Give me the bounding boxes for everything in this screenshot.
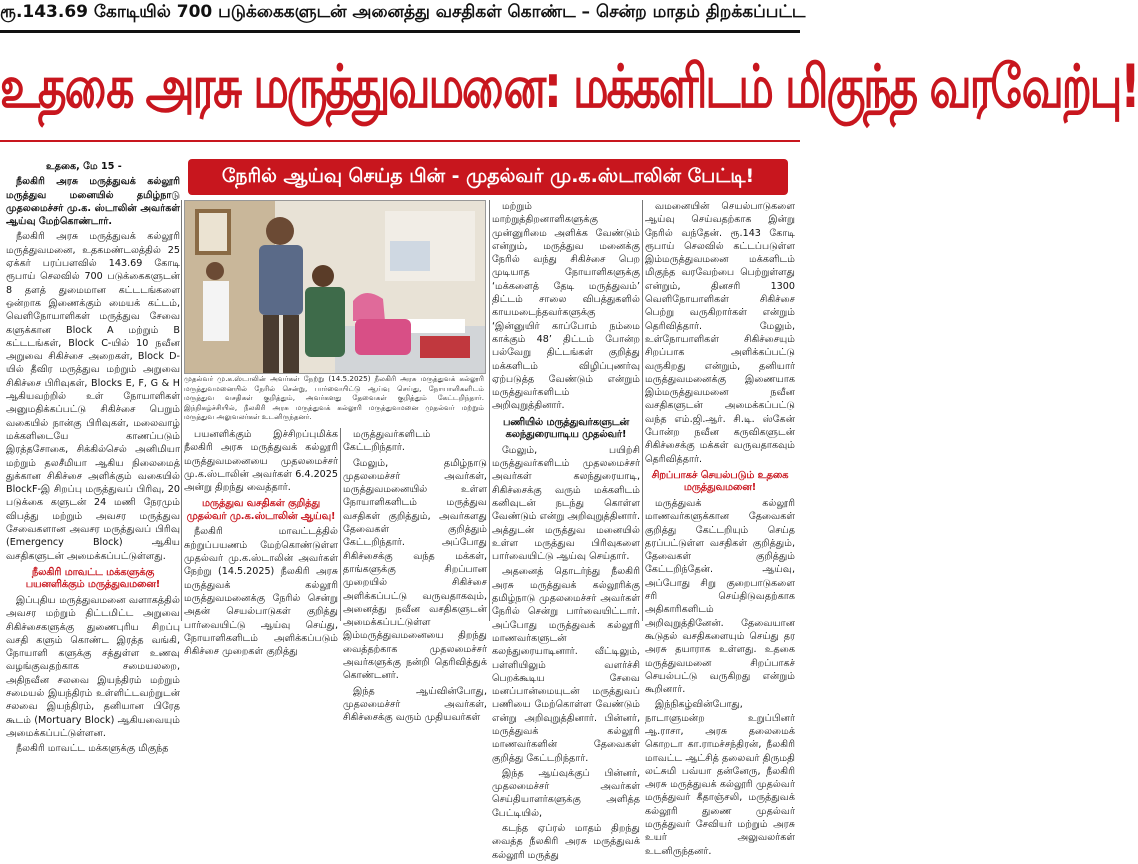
- paragraph: மருத்துவக் கல்லூரி மாணவர்களுக்கான தேவைகள் குறித்து கேட்டறியும் செய்த தரப்பட்டுள்ள வசதிகள் குறித்தும், தேவைகள் குறித்தும் கேட்டறிந்தேன். ஆய்வு, அப்போது சிறு குறைபாடுகளை சரி செய்திடுவதற்காக அதிகாரிகளிடம் அறிவுறுத்தினேன். தேவையான கூடுதல் வசதிகளையும் செய்து தர அரசு தயாராக உள்ளது. உதகை மருத்துவமனை சிறப்பாகச் செயல்பட்டு வருகிறது என்றும் கூறினார்.: [645, 497, 795, 696]
- section-subhead: சிறப்பாகச் செயல்படும் உதகை மருத்துவமனை!: [651, 469, 789, 494]
- section-subhead: நீலகிரி மாவட்ட மக்களுக்கு பயனளிக்கும் மருத்துவமனை!: [25, 566, 161, 591]
- paragraph: கடந்த ஏப்ரல் மாதம் திறந்து வைத்த நீலகிரி அரசு மருத்துவக் கல்லூரி மருத்து: [492, 823, 640, 861]
- hospital-visit-photo: [185, 201, 485, 373]
- article-photo: [184, 200, 486, 374]
- paragraph: மேலும், பயிற்சி மருத்துவர்களிடம் முதலமைச்சர் அவர்கள் கலந்துரையாடி, சிகிச்சைக்கு வரும் மக்களிடம் கனிவுடன் நடந்து கொள்ள வேண்டும் என்று அறிவுறுத்தினார். அத்துடன் மருத்துவ மனையில் உள்ள மருத்துவ பிரிவுகளை பார்வையிட்டு ஆய்வு செய்தார்.: [492, 444, 640, 563]
- paragraph: இந்த ஆய்வின்போது, முதலமைச்சர் அவர்கள், சிகிச்சைக்கு வரும் முதியவர்கள்: [343, 685, 487, 724]
- paragraph: நீலகிரி மாவட்டத்தில் சுற்றுப்பயணம் மேற்கொண்டுள்ள முதல்வர் மு.க.ஸ்டாலின் அவர்கள் நேற்று (14.5.2025) நீலகிரி அரசு மருத்துவக் கல்லூரி மருத்துவமனைக்கு நேரில் சென்று அதன் செயல்பாடுகள் குறித்து பார்வையிட்டு ஆய்வு செய்து, நோயாளிகளிடம் அளிக்கப்படும் சிகிச்சை முறைகள் குறித்து: [184, 526, 338, 658]
- paragraph: பயனளிக்கும் இச்சிறப்புமிக்க நீலகிரி அரசு மருத்துவக் கல்லூரி மருத்துவமனையை முதலமைச்சர் மு.க.ஸ்டாலின் அவர்கள் 6.4.2025 அன்று திறந்து வைத்தார்.: [184, 429, 338, 494]
- article-column-2: [184, 428, 338, 660]
- article-column-1: [6, 160, 180, 757]
- paragraph: அதனைத் தொடர்ந்து நீலகிரி அரசு மருத்துவக் கல்லூரிக்கு தமிழ்நாடு முதலமைச்சர் அவர்கள் நேரில் சென்று பார்வையிட்டார். அப்போது மருத்துவக் கல்லூரி மாணவர்களுடன் கலந்துரையாடினார். வீட்டிலும், பள்ளியிலும் வளர்ச்சி பெறக்கூடிய சேவை மனப்பான்மையுடன் மருத்துவப் பணியை மேற்கொள்ள வேண்டும் என்று அறிவுறுத்தினார். பின்னர், மருத்துவக் கல்லூரி மாணவர்களின் தேவைகள் குறித்து கேட்டறிந்தார்.: [492, 566, 640, 764]
- paragraph: இந்நிகழ்வின்போது, நாடாளுமன்ற உறுப்பினர் ஆ.ராசா, அரசு தலைமைக் கொறடா கா.ராமச்சந்திரன், நீலகிரி மாவட்ட ஆட்சித் தலைவர் திருமதி லட்சுமி பவ்யா தன்னேரு, நீலகிரி அரசு மருத்துவக் கல்லூரி முதல்வர் மருத்துவர் கீதாஞ்சலி, மருத்துவக் கல்லூரி துணை முதல்வர் மருத்துவர் சேவியர் மற்றும் அரசு உயர் அலுவலர்கள் உடனிருந்தனர்.: [645, 699, 795, 857]
- paragraph: இந்த ஆய்வுக்குப் பின்னர், முதலமைச்சர் அவர்கள் செய்தியாளர்களுக்கு அளித்த பேட்டியில்,: [492, 767, 640, 819]
- paragraph: இப்புதிய மருத்துவமனை வளாகத்தில் அவசர மற்றும் திட்டமிட்ட அறுவை சிகிச்சைகளுக்கு துணைபுரிய சிறப்பு வசதி களும் கொண்ட இரத்த வங்கி, நோயாளி களுக்கு சத்துள்ள உணவு வழங்குவதற்காக சமையலறை, அதிநவீன சலவை இயந்திரம் மற்றும் சமையல் இயந்திரம் உள்ளிட்டவற்றுடன் சலவை இயந்திரம், தனியான பிரேத கூடம் (Mortuary Block) ஆகியவையும் அமைக்கப்பட்டுள்ளன.: [6, 594, 180, 739]
- paragraph: நீலகிரி மாவட்ட மக்களுக்கு மிகுந்த: [16, 743, 169, 755]
- column-divider: [181, 200, 182, 621]
- subheadline-banner: [188, 159, 788, 195]
- top-banner-text: ரூ.143.69 கோடியில் 700 படுக்கைகளுடன் அனைத்து வசதிகள் கொண்ட – சென்ற மாதம் திறக்கப்பட்ட: [0, 2, 806, 22]
- paragraph: மேலும், தமிழ்நாடு முதலமைச்சர் அவர்கள், மருத்துவமனையில் உள்ள நோயாளிகளிடம் மருத்துவ வசதிகள் குறித்தும், அவர்களது தேவைகள் குறித்தும் கேட்டறிந்தார். அப்போது சிகிச்சைக்கு வந்த மக்கள், தாங்களுக்கு சிறப்பான முறையில் சிகிச்சை அளிக்கப்பட்டு வருவதாகவும், அனைத்து நவீன வசதிகளுடன் அமைக்கப்பட்டுள்ள இம்மருத்துவமனையை திறந்து வைத்தற்காக முதலமைச்சர் அவர்களுக்கு நன்றி தெரிவித்துக் கொண்டனர்.: [343, 457, 487, 682]
- dateline: உதகை, மே 15 -: [46, 161, 122, 172]
- photo-caption: முதல்வர் மு.க.ஸ்டாலின் அவர்கள் நேற்று (14.5.2025) நீலகிரி அரசு மருத்துவக் கல்லூரி மருத்துவமனையில் நேரில் சென்று, பார்வையிட்டு ஆய்வு செய்து, நோயாளிகளிடம் மருத்துவ வசதிகள் குறித்தும், அவர்களது தேவைகள் குறித்தும் கேட்டறிந்தார். இந்நிகழ்ச்சியில், நீலகிரி அரசு மருத்துவக் கல்லூரி மருத்துவமனை முதல்வர் மற்றும் மருத்துவ அலுவலர்கள் உடனிருந்தனர்.: [184, 374, 484, 422]
- column-divider: [642, 200, 643, 621]
- article-column-3: [343, 428, 487, 727]
- paragraph: மருத்துவர்களிடம் கேட்டறிந்தார்.: [343, 429, 431, 454]
- section-subhead: பணியில் மருத்துவர்களுடன் கலந்துரையாடிய முதல்வர்!: [503, 416, 629, 441]
- headline: உதகை அரசு மருத்துவமனை: மக்களிடம் மிகுந்த வரவேற்பு!: [0, 52, 1138, 122]
- paragraph: மற்றும் மாற்றுத்திறனாளிகளுக்கு முன்னுரிமை அளிக்க வேண்டும் என்றும், மருத்துவ மனைக்கு நேரில் வந்து சிகிச்சை பெற முடியாத நோயாளிகளுக்கு ‘மக்களைத் தேடி மருத்துவம்’ திட்டம் சாலை விபத்துகளில் காயமடைந்தவர்களுக்கு ‘இன்னுயிர் காப்போம் நம்மை காக்கும் 48’ திட்டம் போன்ற பல்வேறு திட்டங்கள் குறித்து மக்களிடம் விழிப்புணர்வு ஏற்படுத்த வேண்டும் என்றும் மருத்துவர்களிடம் அறிவுறுத்தினார்.: [492, 201, 640, 412]
- section-subhead: மருத்துவ வசதிகள் குறித்து முதல்வர் மு.க.ஸ்டாலின் ஆய்வு!: [186, 498, 336, 522]
- paragraph: வமனையின் செயல்பாடுகளை ஆய்வு செய்வதற்காக இன்று நேரில் வந்தேன். ரூ.143 கோடி ரூபாய் செலவில் கட்டப்படுள்ள இம்மருத்துவமனை மக்களிடம் மிகுந்த வரவேற்பை பெற்றுள்ளது என்றும், தினசரி 1300 வெளிநோயாளிகள் சிகிச்சை பெற்று வருகிறார்கள் என்றும் தெரிவித்தார். மேலும், உள்நோயாளிகள் சிகிச்சையும் சிறப்பாக அளிக்கப்பட்டு வருகிறது என்றும், தனியார் மருத்துவமனைக்கு இணையாக இம்மருத்துவமனை நவீன வசதிகளுடன் அமைக்கப்பட்டு வந்த எம்.ஜி.ஆர். சி.டி. ஸ்கேன் போன்ற நவீன கருவிகளுடன் சிகிச்சைக்கு மக்கள் வருவதாகவும் தெரிவித்தார்.: [645, 201, 795, 465]
- column-divider: [489, 200, 490, 621]
- article-column-4: [492, 200, 640, 864]
- headline-rule: [0, 140, 800, 142]
- paragraph: நீலகிரி அரசு மருத்துவக் கல்லூரி மருத்துவமனை, உதகமண்டலத்தில் 25 ஏக்கர் பரப்பளவில் 143.69 கோடி ரூபாய் செலவில் 700 படுக்கைகளுடன் 8 தளத் துமைமான கட்டடங்களை ஒன்றாக இணைக்கும் மையக் கட்டம், வெளிநோயாளிகள் மருத்துவ சேவை களுக்கான Block A மற்றும் B கட்டடங்கள், Block C-யில் 10 நவீன அறுவை சிகிச்சை அறைகள், Block D-யில் தீவிர மருத்துவ மற்றும் அறுவை சிகிச்சை பிரிவுகள், Blocks E, F, G & H ஆகியவற்றில் உள் நோயாளிகள் அனுமதிக்கப்பட்டு சிகிச்சை பெறும் வகையில் நான்கு பிரிவுகள், மலைவாழ் மக்களிடையே காணப்படும் இரத்தசோகை, சிக்கில்செல் அனிமியா மற்றும் தலசீமியா ஆகிய நிலைமைத் துக்கான சிகிச்சை அளிக்கும் வகையில் BlockF-இ சிறப்பு மருத்துவப் பிரிவு, 20 படுக்கை களுடன் 24 மணி நேரமும் விபத்து மற்றும் அவசர மருத்துவ சேவைகளான அவசர மருத்துவப் பிரிவு (Emergency Block) ஆகிய வசதிகளுடன் அமைக்கப்பட்டுள்ளது.: [6, 231, 180, 562]
- subheadline-text: நேரில் ஆய்வு செய்த பின் - முதல்வர் மு.க.ஸ்டாலின் பேட்டி!: [221, 165, 755, 187]
- article-column-5: [645, 200, 795, 860]
- column-divider: [340, 428, 341, 621]
- lead-paragraph: நீலகிரி அரசு மருத்துவக் கல்லூரி மருத்துவ மனையில் தமிழ்நாடு முதலமைச்சர் மு.க. ஸ்டாலின் அவர்கள் ஆய்வு மேற்கொண்டார்.: [6, 176, 180, 228]
